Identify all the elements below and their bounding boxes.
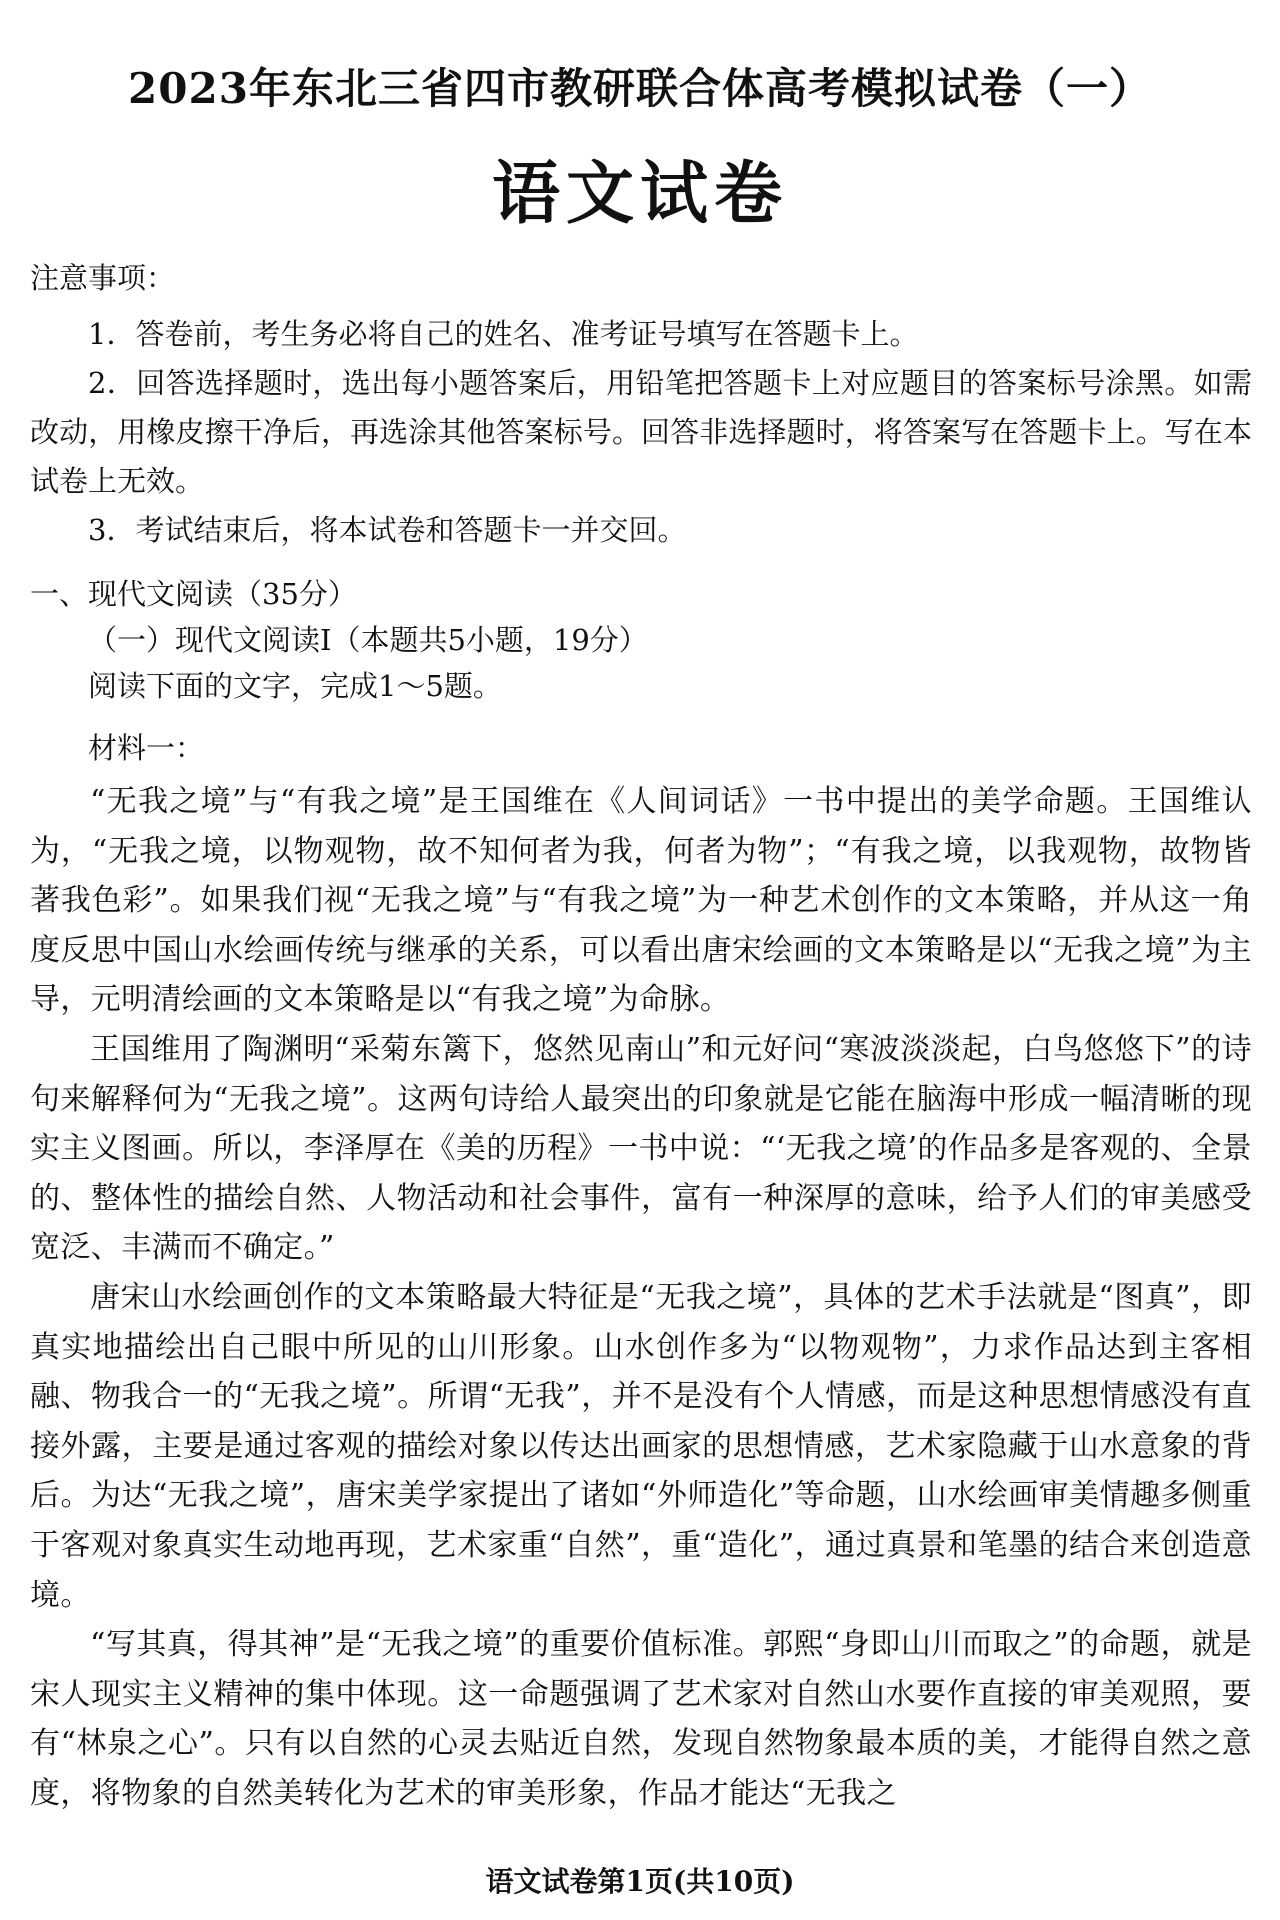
- material-label: 材料一：: [88, 731, 205, 765]
- page-content: [30, 258, 1252, 1818]
- notice-heading: 注意事项：: [30, 261, 176, 295]
- passage-paragraph: “无我之境”与“有我之境”是王国维在《人间词话》一书中提出的美学命题。王国维认为，“无我之境，以物观物，故不知何者为我，何者为物”；“有我之境，以我观物，故物皆著我色彩”。如果我们视“无我之境”与“有我之境”为一种艺术创作的文本策略，并从这一角度反思中国山水绘画传统与继承的关系，可以看出唐宋绘画的文本策略是以“无我之境”为主导，元明清绘画的文本策略是以“有我之境”为命脉。: [30, 784, 1252, 1018]
- page-footer: 语文试卷第1页(共10页): [485, 1865, 795, 1898]
- section-subheading: （一）现代文阅读Ⅰ（本题共5小题，19分）: [88, 623, 648, 657]
- notice-item: 2．回答选择题时，选出每小题答案后，用铅笔把答题卡上对应题目的答案标号涂黑。如需改动，用橡皮擦干净后，再选涂其他答案标号。回答非选择题时，将答案写在答题卡上。写在本试卷上无效。: [30, 366, 1252, 498]
- notice-block: [30, 258, 1252, 555]
- subject-title: 语文试卷: [491, 154, 788, 234]
- reading-passage: [30, 777, 1252, 1818]
- notice-list: [30, 310, 1252, 555]
- passage-paragraph: 王国维用了陶渊明“采菊东篱下，悠然见南山”和元好问“寒波淡淡起，白鸟悠悠下”的诗句来解释何为“无我之境”。这两句诗给人最突出的印象就是它能在脑海中形成一幅清晰的现实主义图画。所以，李泽厚在《美的历程》一书中说：“‘无我之境’的作品多是客观的、全景的、整体性的描绘自然、人物活动和社会事件，富有一种深厚的意味，给予人们的审美感受宽泛、丰满而不确定。”: [30, 1031, 1252, 1266]
- notice-item: 3．考试结束后，将本试卷和答题卡一并交回。: [88, 513, 687, 547]
- reading-instruction: 阅读下面的文字，完成1～5题。: [88, 669, 502, 703]
- notice-item: 1．答卷前，考生务必将自己的姓名、准考证号填写在答题卡上。: [88, 317, 919, 351]
- passage-paragraph: 唐宋山水绘画创作的文本策略最大特征是“无我之境”，具体的艺术手法就是“图真”，即真实地描绘出自己眼中所见的山川形象。山水创作多为“以物观物”，力求作品达到主客相融、物我合一的“无我之境”。所谓“无我”，并不是没有个人情感，而是这种思想情感没有直接外露，主要是通过客观的描绘对象以传达出画家的思想情感，艺术家隐藏于山水意象的背后。为达“无我之境”，唐宋美学家提出了诸如“外师造化”等命题，山水绘画审美情趣多侧重于客观对象真实生动地再现，艺术家重“自然”，重“造化”，通过真景和笔墨的结合来创造意境。: [30, 1279, 1252, 1613]
- exam-title: 2023年东北三省四市教研联合体高考模拟试卷（一）: [128, 64, 1152, 113]
- passage-paragraph: “写其真，得其神”是“无我之境”的重要价值标准。郭熙“身即山川而取之”的命题，就是宋人现实主义精神的集中体现。这一命题强调了艺术家对自然山水要作直接的审美观照，要有“林泉之心”。只有以自然的心灵去贴近自然，发现自然物象最本质的美，才能得自然之意度，将物象的自然美转化为艺术的审美形象，作品才能达“无我之: [30, 1627, 1252, 1811]
- section-heading: 一、现代文阅读（35分）: [30, 577, 357, 611]
- section-block: [30, 571, 1252, 1818]
